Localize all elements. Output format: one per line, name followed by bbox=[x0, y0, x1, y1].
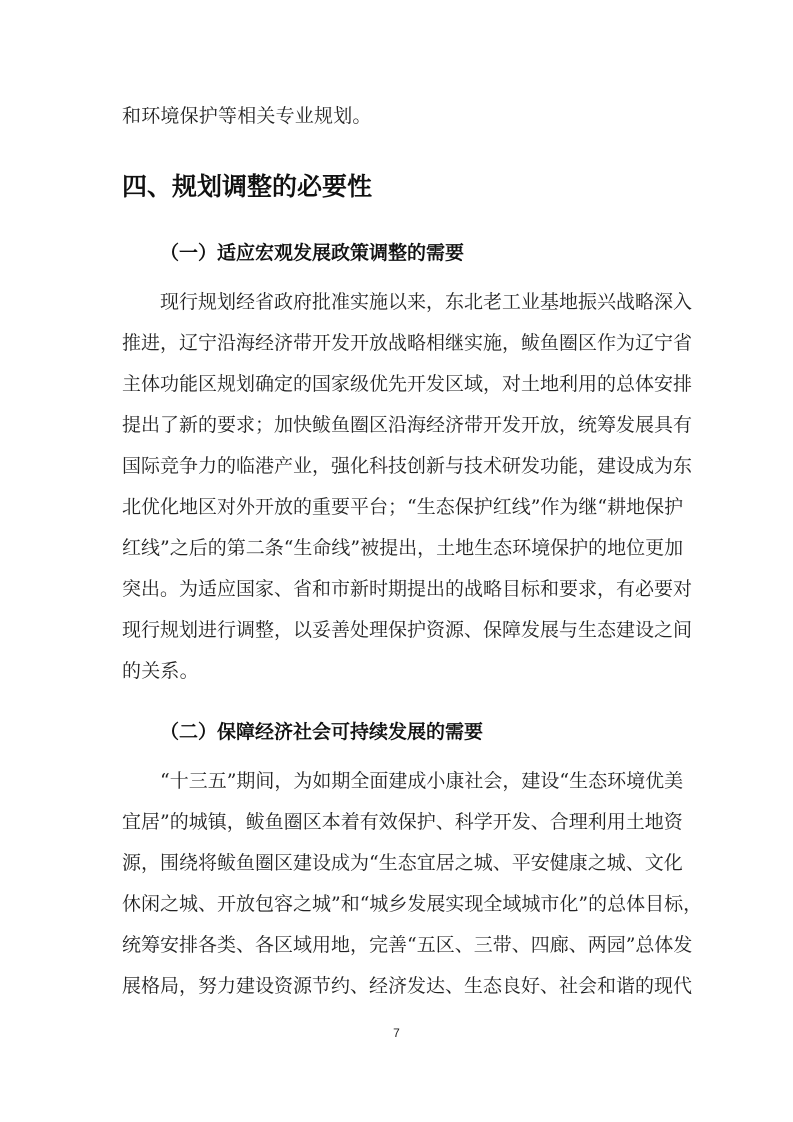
paragraph-line: 休闲之城、开放包容之城”和“城乡发展实现全域城市化”的总体目标， bbox=[122, 893, 703, 915]
paragraph-line: 国际竞争力的临港产业，强化科技创新与技术研发功能，建设成为东 bbox=[122, 455, 693, 477]
paragraph-line: 和环境保护等相关专业规划。 bbox=[122, 105, 372, 127]
paragraph-line: 现行规划进行调整，以妥善处理保护资源、保障发展与生态建设之间 bbox=[122, 619, 693, 641]
paragraph-line: 源，围绕将鲅鱼圈区建设成为“生态宜居之城、平安健康之城、文化 bbox=[122, 852, 683, 874]
paragraph-line: “十三五”期间，为如期全面建成小康社会，建设“生态环境优美 bbox=[160, 770, 684, 792]
subsection-heading-1: （一）适应宏观发展政策调整的需要 bbox=[160, 242, 465, 264]
paragraph-line: 宜居”的城镇，鲅鱼圈区本着有效保护、科学开发、合理利用土地资 bbox=[122, 811, 683, 833]
paragraph-line: 主体功能区规划确定的国家级优先开发区域，对土地利用的总体安排 bbox=[122, 373, 693, 395]
paragraph-line: 突出。为适应国家、省和市新时期提出的战略目标和要求，有必要对 bbox=[122, 578, 693, 600]
paragraph-line: 红线”之后的第二条“生命线”被提出，土地生态环境保护的地位更加 bbox=[122, 537, 684, 559]
paragraph-line: 的关系。 bbox=[122, 660, 199, 682]
subsection-heading-2: （二）保障经济社会可持续发展的需要 bbox=[160, 721, 484, 743]
paragraph-line: 展格局，努力建设资源节约、经济发达、生态良好、社会和谐的现代 bbox=[122, 975, 693, 997]
paragraph-line: 北优化地区对外开放的重要平台；“生态保护红线”作为继“耕地保护 bbox=[122, 496, 684, 518]
paragraph-line: 推进，辽宁沿海经济带开发开放战略相继实施，鲅鱼圈区作为辽宁省 bbox=[122, 332, 693, 354]
paragraph-line: 现行规划经省政府批准实施以来，东北老工业基地振兴战略深入 bbox=[160, 291, 693, 313]
paragraph-line: 统筹安排各类、各区域用地，完善“五区、三带、四廊、两园”总体发 bbox=[122, 934, 693, 956]
section-title: 四、规划调整的必要性 bbox=[122, 172, 373, 201]
paragraph-line: 提出了新的要求；加快鲅鱼圈区沿海经济带开发开放，统筹发展具有 bbox=[122, 414, 693, 436]
page-number: 7 bbox=[393, 1026, 400, 1040]
